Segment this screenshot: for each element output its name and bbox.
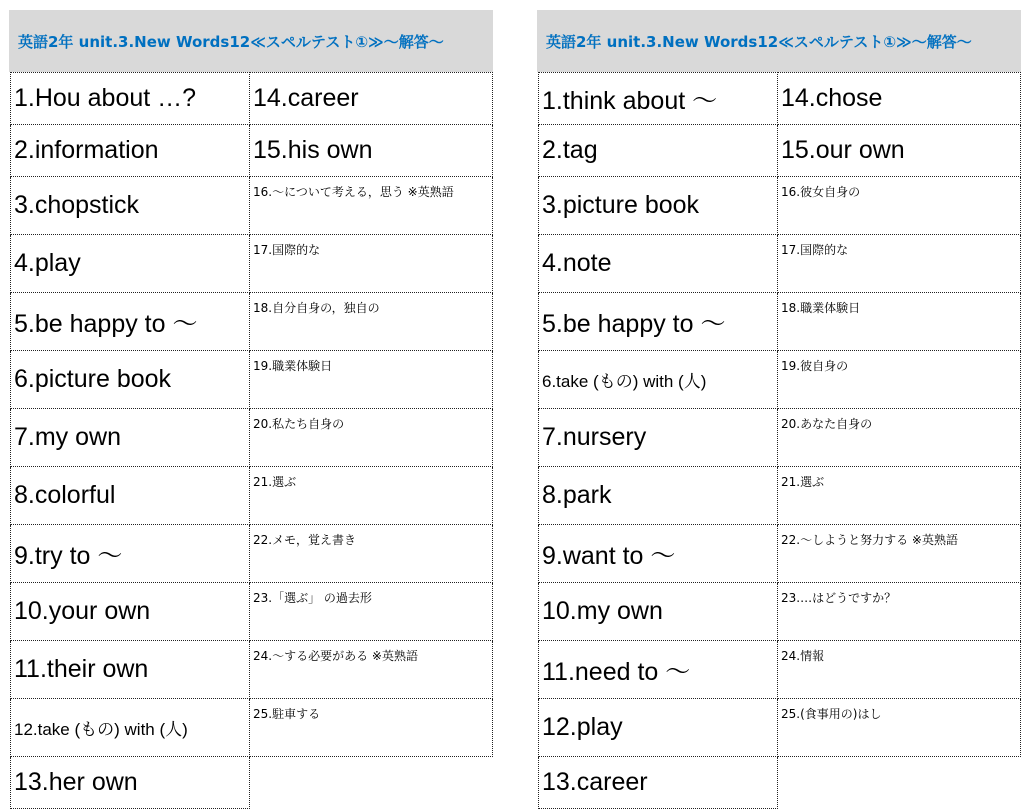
word-cell: 11.need to ～ <box>539 641 778 699</box>
table-row <box>539 177 1021 235</box>
word-cell: 6.take (もの) with (人) <box>539 351 778 409</box>
word-cell: 11.their own <box>11 641 250 699</box>
word-cell: 5.be happy to ～ <box>539 293 778 351</box>
table-row <box>539 351 1021 409</box>
table-row <box>11 73 493 125</box>
word-cell: 5.be happy to ～ <box>11 293 250 351</box>
table-row <box>11 467 493 525</box>
word-cell: 21.選ぶ <box>778 467 1021 525</box>
table-row <box>539 125 1021 177</box>
word-cell: 22.～しようと努力する ※英熟語 <box>778 525 1021 583</box>
word-cell: 6.picture book <box>11 351 250 409</box>
answer-table <box>10 72 493 809</box>
table-row <box>11 525 493 583</box>
right-answer-sheet <box>537 10 1021 809</box>
answer-table <box>538 72 1021 809</box>
word-cell: 21.選ぶ <box>250 467 493 525</box>
table-row <box>539 73 1021 125</box>
table-row <box>539 409 1021 467</box>
table-row <box>11 583 493 641</box>
empty-cell <box>250 757 493 809</box>
word-cell: 17.国際的な <box>778 235 1021 293</box>
word-cell: 10.my own <box>539 583 778 641</box>
table-row <box>539 699 1021 757</box>
word-cell: 13.career <box>539 757 778 809</box>
word-cell: 4.note <box>539 235 778 293</box>
word-cell: 10.your own <box>11 583 250 641</box>
word-cell: 25.駐車する <box>250 699 493 757</box>
table-row <box>539 641 1021 699</box>
word-cell: 18.自分自身の，独自の <box>250 293 493 351</box>
word-cell: 14.career <box>250 73 493 125</box>
word-cell: 7.nursery <box>539 409 778 467</box>
word-cell: 4.play <box>11 235 250 293</box>
word-cell: 16.彼女自身の <box>778 177 1021 235</box>
word-cell: 20.私たち自身の <box>250 409 493 467</box>
table-row <box>539 467 1021 525</box>
word-cell: 1.think about ～ <box>539 73 778 125</box>
table-row <box>11 641 493 699</box>
table-row <box>11 757 493 809</box>
word-cell: 9.want to ～ <box>539 525 778 583</box>
word-cell: 19.職業体験日 <box>250 351 493 409</box>
word-cell: 15.his own <box>250 125 493 177</box>
table-row <box>539 583 1021 641</box>
word-cell: 23.…はどうですか？ <box>778 583 1021 641</box>
word-cell: 24.情報 <box>778 641 1021 699</box>
word-cell: 12.take (もの) with (人) <box>11 699 250 757</box>
word-cell: 8.colorful <box>11 467 250 525</box>
word-cell: 1.Hou about …? <box>11 73 250 125</box>
table-row <box>539 293 1021 351</box>
table-row <box>539 757 1021 809</box>
empty-cell <box>778 757 1021 809</box>
word-cell: 3.chopstick <box>11 177 250 235</box>
word-cell: 2.tag <box>539 125 778 177</box>
word-cell: 25.(食事用の)はし <box>778 699 1021 757</box>
word-cell: 14.chose <box>778 73 1021 125</box>
word-cell: 19.彼自身の <box>778 351 1021 409</box>
word-cell: 12.play <box>539 699 778 757</box>
left-answer-sheet <box>9 10 493 809</box>
table-row <box>11 293 493 351</box>
table-row <box>11 351 493 409</box>
table-row <box>11 177 493 235</box>
word-cell: 16.～について考える，思う ※英熟語 <box>250 177 493 235</box>
word-cell: 9.try to ～ <box>11 525 250 583</box>
word-cell: 2.information <box>11 125 250 177</box>
word-cell: 8.park <box>539 467 778 525</box>
word-cell: 3.picture book <box>539 177 778 235</box>
table-row <box>11 125 493 177</box>
sheet-title: 英語2年 unit.3.New Words12≪スペルテスト①≫～解答～ <box>9 10 493 72</box>
word-cell: 18.職業体験日 <box>778 293 1021 351</box>
word-cell: 15.our own <box>778 125 1021 177</box>
word-cell: 24.～する必要がある ※英熟語 <box>250 641 493 699</box>
word-cell: 17.国際的な <box>250 235 493 293</box>
sheet-title: 英語2年 unit.3.New Words12≪スペルテスト①≫～解答～ <box>537 10 1021 72</box>
table-row <box>11 409 493 467</box>
word-cell: 7.my own <box>11 409 250 467</box>
word-cell: 13.her own <box>11 757 250 809</box>
table-row <box>11 699 493 757</box>
table-row <box>539 235 1021 293</box>
word-cell: 22.メモ，覚え書き <box>250 525 493 583</box>
word-cell: 20.あなた自身の <box>778 409 1021 467</box>
word-cell: 23.「選ぶ」 の過去形 <box>250 583 493 641</box>
table-row <box>539 525 1021 583</box>
table-row <box>11 235 493 293</box>
